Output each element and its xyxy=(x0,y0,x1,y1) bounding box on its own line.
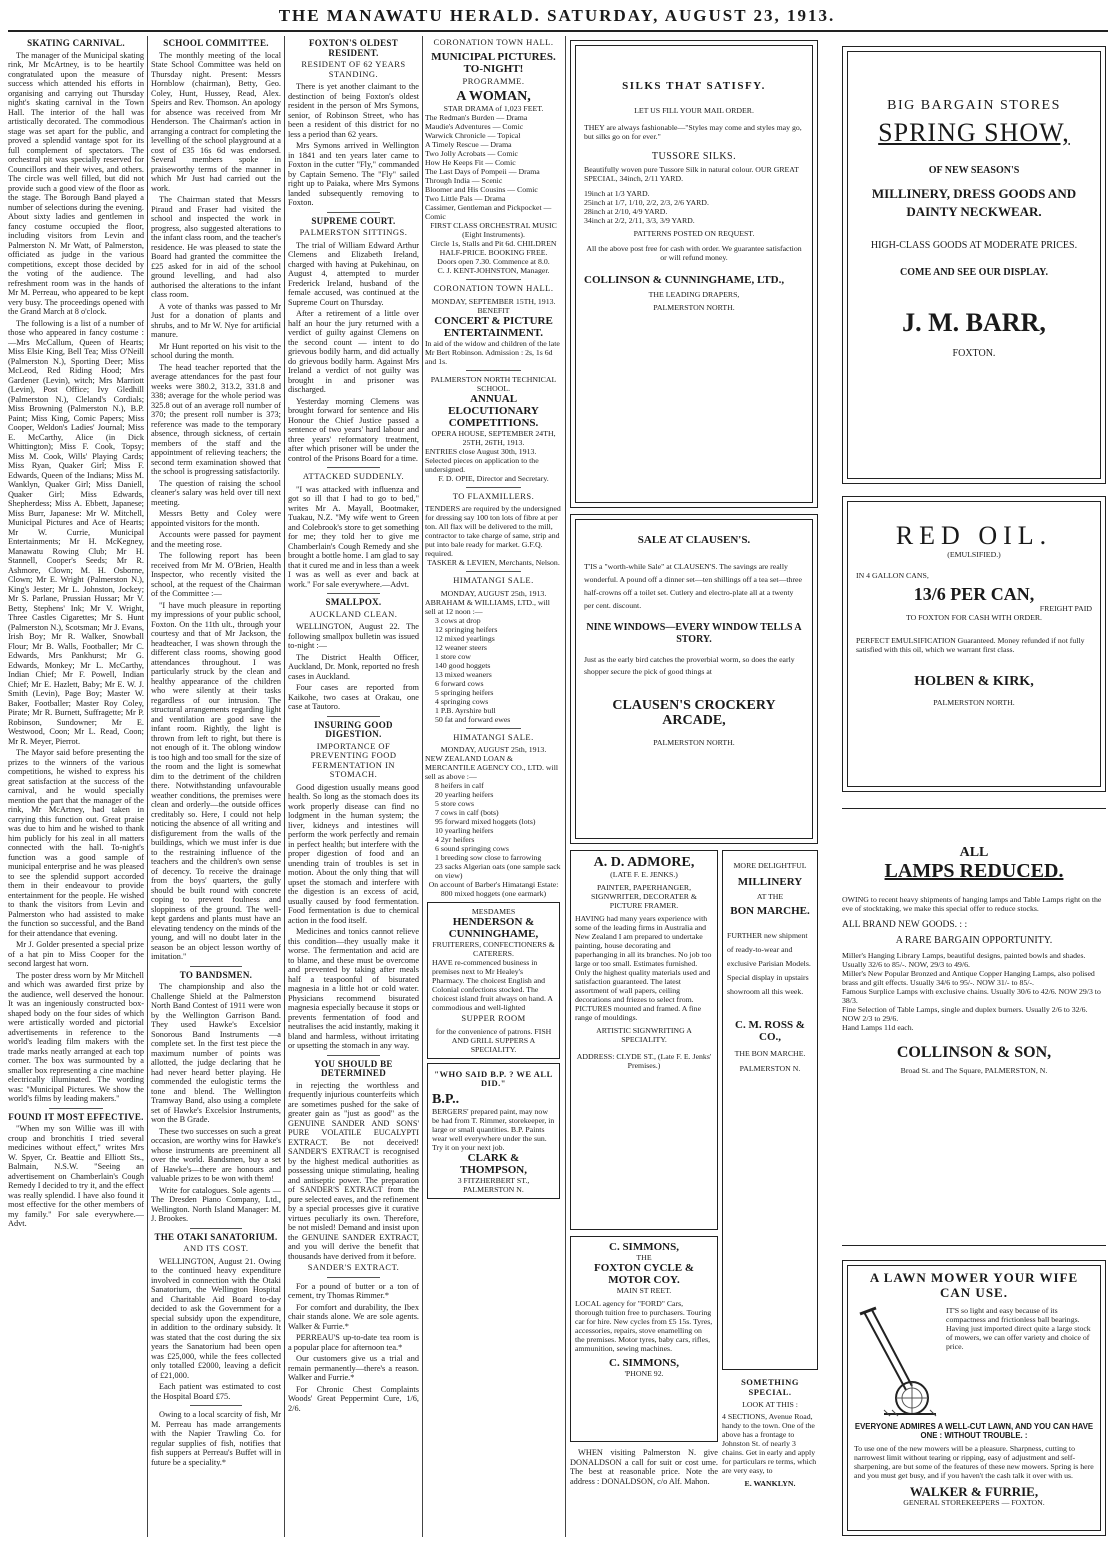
simmons-the: THE xyxy=(636,1253,652,1262)
concert-text: In aid of the widow and children of the late Mr Bert Robinson. Admission : 2s, 1s 6d and 1s. xyxy=(425,338,560,366)
himatangi-list xyxy=(425,781,562,880)
court-paragraph: After a retirement of a little over half an hour the jury returned with a verdict of guilty against Clemens on the second count — intent to do grievous bodily harm, and did actually do grievous bodily harm. Against Mrs Ireland a verdict of not guilty was brought in and prisoner was discharged. xyxy=(288,309,419,394)
special-text: 4 SECTIONS, Avenue Road, handy to the town. One of the above has a frontage to Johnston St. of nearly 3 chains. Get in early and apply for particulars re terms, which are very easy, to xyxy=(722,1412,817,1475)
ross-tag: THE BON MARCHE. xyxy=(734,1049,806,1058)
donaldson-ad xyxy=(570,1448,718,1534)
barr-ad xyxy=(842,46,1106,484)
oil-cash: TO FOXTON FOR CASH WITH ORDER. xyxy=(905,613,1043,622)
special-title: SOMETHING SPECIAL. xyxy=(741,1377,799,1397)
himatangi-list-item: 6 forward cows xyxy=(435,678,484,688)
separator xyxy=(327,212,379,213)
himatangi-list-item: 5 store cows xyxy=(435,799,474,808)
sander-paragraph: in rejecting the worthless and frequently injurious counterfeits which are sometimes pushed for the sake of greater gain as "just as good" as the GENUINE SANDER AND SONS' PURE VOLATILE EUCALYPTI EXTRACT. Be not deceived! SANDER'S EXTRACT is recognised by the highest medical authorities as possessing unique stimulating, healing and antiseptic power. The preparation of SANDER'S EXTRACT from the pure selected eaves, and the refinement by a special processes give it curative virtues peculiarly its own. Therefore, be not misled! Demand and insist upon the GENUINE SANDER EXTRACT, and you will derive the benefit that thousands have derived from it before. xyxy=(288,1080,419,1261)
himatangi-title: HIMATANGI SALE. xyxy=(453,731,534,742)
sander-signature: SANDER'S EXTRACT. xyxy=(307,1262,400,1272)
separator xyxy=(190,1228,242,1229)
bp-signature: CLARK & xyxy=(467,1151,520,1164)
notice-paragraph: Our customers give us a trial and remain permanently—there's a reason. Walker and Furrie.* xyxy=(288,1354,419,1382)
school-paragraph: The following report has been received from Mr M. O'Brien, Health Inspector, who recently visited the school, at the request of the Chairman of the Committee :— xyxy=(151,551,281,598)
separator xyxy=(466,279,521,280)
silks-text: THEY are always fashionable—"Styles may come and styles may go, but silks go on for ever." xyxy=(584,123,802,141)
pictures-list-item: How He Keeps Fit — Comic xyxy=(425,158,516,167)
simmons-signature: C. SIMMONS, xyxy=(609,1357,679,1369)
pictures-ad xyxy=(425,38,562,275)
barr-line: HIGH-CLASS GOODS AT MODERATE PRICES. xyxy=(870,240,1078,251)
simmons-shop: FOXTON CYCLE & MOTOR COY. xyxy=(593,1262,695,1286)
bp-logo: B.P.. xyxy=(432,1091,460,1107)
himatangi-list-item: 95 forward mixed hoggets (lots) xyxy=(435,817,536,826)
ross-millinery: MILLINERY xyxy=(737,876,803,888)
lamps-ad xyxy=(842,808,1106,1246)
himatangi-text: NEW ZEALAND LOAN & MERCANTILE AGENCY CO., LTD. will sell as above :— xyxy=(425,754,559,781)
himatangi-list-item: 140 good hoggets xyxy=(435,660,491,670)
tussore-list-item: 28inch at 2/10, 4/9 YARD. xyxy=(584,207,668,216)
himatangi-tail: On account of Barber's Himatangi Estate: 800 mixed hoggets (one earmark) xyxy=(428,880,559,898)
lamps-list xyxy=(842,951,1106,1032)
pictures-title: MUNICIPAL PICTURES. TO-NIGHT! xyxy=(431,50,556,75)
simmons-ad xyxy=(570,1236,718,1442)
elocution-signature: F. D. OPIE, Director and Secretary. xyxy=(438,473,549,483)
clausen-windows: NINE WINDOWS—EVERY WINDOW TELLS A STORY. xyxy=(586,622,802,645)
concert-benefit: BENEFIT xyxy=(477,305,510,315)
lamps-text: OWING to recent heavy shipments of hanging lamps and Table Lamps right on the eve of stocktaking, we make this special offer to reduce stocks. xyxy=(842,895,1102,913)
silks-mail: LET US FILL YOUR MAIL ORDER. xyxy=(634,106,754,115)
pictures-prices: Circle 1s, Stalls and Pit 6d. CHILDREN HALF-PRICE. BOOKING FREE. xyxy=(430,239,557,257)
foxton-paragraph: There is yet another claimant to the destinction of being Foxton's oldest resident in the person of Mrs Symons, senior, of Robinson Street, who has been a resident of this district for no less a period than 62 years. xyxy=(288,82,419,139)
mower-address: GENERAL STOREKEEPERS — FOXTON. xyxy=(903,1498,1045,1507)
oil-price: 13/6 PER CAN, xyxy=(913,584,1035,604)
flax-signature: TASKER & LEVIEN, Merchants, Nelson. xyxy=(427,558,560,567)
flax-text: TENDERS are required by the undersigned for dressing say 100 ton lots of fibre at per ton. All flax will be delivered to the mill, contractor to take charge of same, strip and put into bale ready for market. G.F.Q. required. xyxy=(425,504,561,558)
admore-text: HAVING had many years experience with some of the leading firms in Australia and New Zealand I am prepared to undertake painting, house decorating and paperhanging in all its branches. No job too large or too small. Estimates furnished. Only the highest quality materials used and satisfaction guaranteed. The latest assortment of wall papers, ceiling decorations and friezes to select from. PICTURES mounted and framed. A fine range of mouldings. xyxy=(575,914,712,1022)
otaki-paragraph: Owing to a local scarcity of fish, Mr M. Perreau has made arrangements with the Napier Trawling Co. for regular supplies of fish, notifies that fish suppers at Perreau's Buffet will in future be a speciality.* xyxy=(151,1410,281,1467)
himatangi-list-item: 6 sound springing cows xyxy=(435,844,509,853)
simmons-name: C. SIMMONS, xyxy=(609,1241,679,1253)
bandsmen-paragraph: Write for catalogues. Sole agents —The Dresden Piano Company, Ltd., Wellington. North Island Manager: M. J. Brookes. xyxy=(151,1185,281,1223)
otaki-paragraph: Each patient was estimated to cost the Hospital Board £75. xyxy=(151,1382,281,1401)
pictures-list-item: The Last Days of Pompeii — Drama xyxy=(425,167,540,176)
barr-headline: SPRING SHOW, xyxy=(878,118,1070,147)
notice-paragraph: For comfort and durability, the Ibex chair stands alone. We are sole agents. Walker & Furrie.* xyxy=(288,1302,419,1331)
column-rule xyxy=(422,36,423,1537)
himatangi-list-item: 3 cows at drop xyxy=(435,615,481,625)
found-paragraph: "When my son Willie was ill with croup and bronchitis I tried several medicines without effect," writes Mrs W. Spyer, Cr. Beattie and Elliott Sts., Balmain, N.S.W. "Seeing an advertisement on Chamberlain's Cough Remedy I decided to try it, and the effect was really splendid. I have also found it most effective for the other members of my family." For sale everywhere.—Advt. xyxy=(8,1124,144,1228)
henderson-supper: SUPPER ROOM xyxy=(461,1013,526,1023)
pictures-programme: PROGRAMME. xyxy=(462,75,525,86)
tussore-list xyxy=(584,189,804,225)
bandsmen-title: TO BANDSMEN. xyxy=(179,969,253,980)
notice-paragraph: PERREAU'S up-to-date tea room is a popular place for afternoon tea.* xyxy=(288,1333,419,1352)
separator xyxy=(327,593,379,594)
clausen-address: PALMERSTON NORTH. xyxy=(653,738,735,747)
school-paragraph: Accounts were passed for payment and the meeting rose. xyxy=(151,530,281,549)
himatangi-list-item: 13 mixed weaners xyxy=(435,669,492,679)
lamps-list-item: Miller's New Popular Bronzed and Antique Copper Hanging Lamps, also polised brass and gilt effects. Usually 34/6 to 95/-. NOW 31/- to 85/-. xyxy=(842,969,1095,987)
special-ad xyxy=(722,1376,818,1536)
tussore-text: Beautifully woven pure Tussore Silk in natural colour. OUR GREAT SPECIAL, 34inch, 2/11 YARD. xyxy=(584,165,799,183)
separator xyxy=(327,1055,379,1056)
found-title: FOUND IT MOST EFFECTIVE. xyxy=(8,1111,144,1122)
himatangi-text: ABRAHAM & WILLIAMS, LTD., will sell at 12 noon :— xyxy=(425,597,550,616)
mower-text: IT'S so light and easy because of its compactness and frictionless ball bearings. Having just imported direct quite a large stock of mowers, we can offer variety and choice of price. xyxy=(946,1306,1091,1351)
pictures-doors: Doors open 7.30. Commence at 8.0. xyxy=(437,257,550,266)
concert-ad xyxy=(425,284,562,366)
skating-paragraph: The manager of the Municipal skating rink, Mr McArtney, is to be heartily congratulated upon the measure of success which attended his efforts in organising and carrying out Thursday night's skating carnival in the Town Hall. The interior of the hall was artistically decorated. The commodious stage was set apart for the public, and proved a splendid vantage spot for its full complement of spectators. The orchestral pit was specially reserved for Councillors and their wives, and others. The circle was well filled, but did not provide such a good view of the floor as the stage. The Borough Band played a number of selections during the evening. About sixty ladies and gentlemen in fancy costume occupied the floor, including visitors from Levin and Palmerston N. Mr Watt, of Palmerston, officiated as judge in the various competitions, except those decided by the voting of the audience. The refreshment room was in the hands of Mr M. Perreau, who appeared to be kept very busy. The proceedings opened with the Grand March at 8 o'clock. xyxy=(8,50,144,316)
separator xyxy=(327,1277,379,1278)
ross-name: C. M. ROSS & CO., xyxy=(735,1019,805,1043)
pictures-list-item: Two Little Pals — Drama xyxy=(425,194,506,203)
ross-more: MORE DELIGHTFUL xyxy=(733,861,807,870)
barr-address: FOXTON. xyxy=(952,348,996,359)
clausen-title: SALE AT CLAUSEN'S. xyxy=(637,534,751,546)
bp-title: "WHO SAID B.P. ? WE ALL DID." xyxy=(434,1068,553,1088)
smallpox-subtitle: AUCKLAND CLEAN. xyxy=(309,608,398,619)
admore-late: (LATE F. E. JENKS.) xyxy=(610,870,678,879)
otaki-paragraph: WELLINGTON, August 21. Owing to the continued heavy expenditure involved in connection with the Otaki Sanatorium, the Wellington Hospital and Charitable Aid Board to-day decided to ask the Government for a special subsidy upon the expenditure, in addition to the ordinary subsidy. It was stated that the cost during the six years the Sanatorium had been open was £25,000, while the fees collected only totalled £2000, leaving a deficit of £21,000. xyxy=(151,1256,281,1380)
tussore-patterns: PATTERNS POSTED ON REQUEST. xyxy=(633,229,755,238)
henderson-sub: FRUITERERS, CONFECTIONERS & CATERERS. xyxy=(432,940,555,958)
silks-ad xyxy=(570,40,818,508)
foxton-paragraph: Mrs Symons arrived in Wellington in 1841 and ten years later came to Foxton in the cutter "Fly," commanded by Captain Semeno. The "Fly" sailed right up to Paiaka, where Mrs Symons landed subsequently removing to Foxton. xyxy=(288,141,419,207)
separator xyxy=(327,467,379,468)
himatangi-list-item: 20 yearling heifers xyxy=(435,790,494,799)
smallpox-paragraph: WELLINGTON, August 22. The following smallpox bulletin was issued to-night :— xyxy=(288,622,419,650)
school-paragraph: Messrs Betty and Coley were appointed visitors for the month. xyxy=(151,509,281,528)
column-2 xyxy=(151,36,281,1536)
lamps-title: LAMPS REDUCED. xyxy=(884,860,1064,882)
himatangi-list-item: 1 store cow xyxy=(435,651,471,661)
ross-at: AT THE xyxy=(756,892,784,901)
lamps-list-item: Miller's Hanging Library Lamps, beautiful designs, painted bowls and shades. Usually 32/6 to 85/-. NOW, 29/3 to 49/6. xyxy=(842,951,1086,969)
mower-name: WALKER & FURRIE, xyxy=(909,1484,1039,1499)
himatangi-list-item: 7 cows in calf (bots) xyxy=(435,808,499,817)
elocution-sub: OPERA HOUSE, SEPTEMBER 24TH, 25TH, 26TH, 1913. xyxy=(431,428,556,447)
admore-art: ARTISTIC SIGNWRITING A SPECIALITY. xyxy=(596,1026,692,1044)
school-paragraph: "I have much pleasure in reporting my impressions of your public school, Foxton. On the 11th ult., through your courtesy and that of Mr Jackson, the headteacher, I was shown through the different class rooms, showing good attendances throughout. I was particularly struck by the clean and healthy appearance of the children who were silently at their tasks regardless of our intrusion. The structural arrangements regarding light and ventilation are good save the infant room. Rightly, the light is thrown from left to right, but there is not enough of it. The oblong window is too high and too small for the size of the room and the light is somewhat dim to the detriment of the children there. Notwithstanding unfavourable weather conditions, the premises were clean and orderly—the outside offices creditably so. Here, I could not help noticing the absence of all writing and disfigurement from the walls of the buildings, which we must infer is due to the restraining influence of the teachers and the children's own sense of decency. To receive the drainage from the boys' quarters, the gully should be built round with concrete coping to prevent foulness and sloppiness of the ground. The well-kept gardens and plants must have an elevating tendency on the minds of the young, and will no doubt later in the season be an object lesson worthy of imitation." xyxy=(151,600,281,961)
tussore-note: All the above post free for cash with order. We guarantee satisfaction or will refund money. xyxy=(586,244,802,262)
simmons-phone: 'PHONE 92. xyxy=(624,1369,664,1378)
concert-title: CONCERT & PICTURE ENTERTAINMENT. xyxy=(434,314,553,339)
himatangi-list-item: 1 breeding sow close to farrowing xyxy=(435,853,542,862)
court-subtitle: PALMERSTON SITTINGS. xyxy=(299,227,408,237)
skating-paragraph: The Mayor said before presenting the prizes to the winners of the various competitions, he wished to express his great satisfaction at the success of the carnival, and he would specially mention the part that the manager of the rink, Mr McArtney, had taken in carrying this function out. Great praise was due to him and he wished to thank him publicly for his zeal in all matters connected with the hall. To-night's function was a good sample of municipal enterprise and he was pleased to see the splendid support accorded them in their endeavour to provide entertainment for the people. He wished to thank the visitors from Levin and Palmerston who had assisted to make the function so successful, and the Band for their attendance that evening. xyxy=(8,748,144,938)
henderson-tail: for the convenience of patrons. FISH AND GRILL SUPPERS A SPECIALITY. xyxy=(435,1026,552,1054)
tussore-title: TUSSORE SILKS. xyxy=(651,151,737,162)
school-title: SCHOOL COMMITTEE. xyxy=(163,38,269,48)
himatangi-ad-1 xyxy=(425,576,562,724)
column-4 xyxy=(425,36,562,1536)
lamps-rare: A RARE BARGAIN OPPORTUNITY. xyxy=(895,935,1053,946)
himatangi-date: MONDAY, AUGUST 25th, 1913. xyxy=(440,588,547,598)
barr-line: MILLINERY, DRESS GOODS AND DAINTY NECKWEAR. xyxy=(871,186,1077,219)
elocution-title: ANNUAL ELOCUTIONARY COMPETITIONS. xyxy=(448,392,539,429)
pictures-list-item: Cassimer, Gentleman and Pickpocket — Comic xyxy=(425,203,552,221)
simmons-street: MAIN ST REET. xyxy=(616,1286,672,1295)
bandsmen-paragraph: These two successes on such a great occasion, are worthy wins for Hawke's whose instruments are preeminent all over the world. Bandsmen, buy a set of Hawke's—there are honours and valuable prizes to be won with them! xyxy=(151,1126,281,1183)
simmons-text: LOCAL agency for "FORD" Cars, thorough tuition free to purchasers. Touring car for hire. New cycles from £5 15s. Tyres, accessories, repairs, stove enamelling on the premises. Motor tyres, baby cars, rifles, ammunition, sewing machines. xyxy=(575,1299,713,1353)
masthead-rule xyxy=(8,30,1108,32)
pictures-list-item: The Redman's Burden — Drama xyxy=(425,113,528,122)
school-paragraph: The question of raising the school cleaner's salary was held over till next meeting. xyxy=(151,478,281,507)
pictures-list-item: Two Jolly Acrobats — Comic xyxy=(425,149,519,158)
clausen-name: CLAUSEN'S CROCKERY ARCADE, xyxy=(612,698,776,728)
bp-text: BERGERS' prepared paint, may now be had from T. Rimmer, storekeeper, in large or small quantities. B.P. Paints wear well everywhere under the sun. Try it on your next job. xyxy=(432,1106,555,1152)
column-rule xyxy=(284,36,285,1537)
foxton-subtitle: RESIDENT OF 62 YEARS STANDING. xyxy=(301,59,406,79)
himatangi-list-item: 4 springing cows xyxy=(435,696,489,706)
himatangi-date: MONDAY, AUGUST 25th, 1913. xyxy=(440,745,547,754)
tussore-list-item: 19inch at 1/3 YARD. xyxy=(584,189,650,198)
pictures-list-item: A Timely Rescue — Drama xyxy=(425,140,512,149)
column-rule xyxy=(147,36,148,1537)
bandsmen-paragraph: The championship and also the Challenge Shield at the Palmerston North Band Contest of 1911 were won by the Wellington Garrison Band. They used Hawke's Excelsior Sonorous Band Instruments —a complete set. In the first test piece the maximum number of points was allotted, the judge declaring that he had never heard better playing. He commended the eulogistic terms the tone and blend. The Wellington Tramway Band, also using a complete set of Hawke's Excelsior Instruments, won the B Grade. xyxy=(151,982,281,1124)
lamps-all: ALL xyxy=(959,845,989,860)
admore-trade: PAINTER, PAPERHANGER, SIGNWRITER, DECORATER & PICTURE FRAMER. xyxy=(591,883,697,910)
separator xyxy=(190,966,242,967)
oil-cans: IN 4 GALLON CANS, xyxy=(856,571,929,580)
lamps-list-item: Fine Selection of Table Lamps, single and duplex burners. Usually 2/6 to 32/6. NOW 2/3 to 29/6. xyxy=(842,1005,1088,1023)
silks-title: SILKS THAT SATISFY. xyxy=(622,80,766,92)
pictures-feature-sub: STAR DRAMA of 1,023 FEET. xyxy=(443,104,544,113)
pictures-list-item: Through India — Scenic xyxy=(425,176,503,185)
collinson-tag: THE LEADING DRAPERS, xyxy=(648,290,740,299)
elocution-head: PALMERSTON NORTH TECHNICAL SCHOOL. xyxy=(430,374,557,393)
henderson-head: MESDAMES xyxy=(471,907,516,916)
separator xyxy=(466,370,521,371)
attacked-title: ATTACKED SUDDENLY. xyxy=(302,471,405,481)
ross-address: PALMERSTON N. xyxy=(739,1064,801,1073)
himatangi-ad-2 xyxy=(425,733,562,899)
column-3 xyxy=(288,36,419,1536)
pictures-music: FIRST CLASS ORCHESTRAL MUSIC (Eight Instruments). xyxy=(430,221,557,239)
himatangi-list-item: 12 mixed yearlings xyxy=(435,633,495,643)
himatangi-list-item: 50 fat and forward ewes xyxy=(435,714,511,724)
mower-bold: EVERYONE ADMIRES A WELL-CUT LAWN, AND YOU CAN HAVE ONE : WITHOUT TROUBLE. : xyxy=(854,1422,1094,1440)
tussore-list-item: 25inch at 1/7, 1/10, 2/2, 2/3, 2/6 YARD. xyxy=(584,198,709,207)
separator xyxy=(466,571,521,572)
digestion-title: INSURING GOOD DIGESTION. xyxy=(314,719,393,739)
digestion-paragraph: Good digestion usually means good health. So long as the stomach does its work properly disease can find no lodgment in the human system; the liver, kidneys and intestines will perform the work perfectly and remain in perfect health; but interfere with the proper digestion of food and an unending train of troubles is set in motion. About the only thing that will upset the stomach and interfere with the digestion is an excess of acid, usually caused by food fermentation. Food fermentation is due to chemical action in the food itself. xyxy=(288,782,419,925)
oil-address: PALMERSTON NORTH. xyxy=(933,698,1015,707)
lamps-list-item: Famous Surplice Lamps with exclusive chains. Usually 30/6 to 42/6. NOW 29/3 to 38/3. xyxy=(842,987,1101,1005)
donaldson-text: WHEN visiting Palmerston N. give DONALDSON a call for suit or cost ume. The best at reasonable price. Note the address : DONALDSON, c/o Alf. Mahon. xyxy=(570,1448,718,1486)
school-paragraph: Mr Hunt reported on his visit to the school during the month. xyxy=(151,341,281,360)
himatangi-list xyxy=(425,616,562,724)
separator xyxy=(466,728,521,729)
flax-ad xyxy=(425,492,562,568)
pictures-manager: C. J. KENT-JOHNSTON, Manager. xyxy=(437,266,550,275)
barr-name: J. M. BARR, xyxy=(902,308,1046,337)
henderson-title: HENDERSON & CUNNINGHAME, xyxy=(448,916,539,940)
otaki-subtitle: AND ITS COST. xyxy=(183,1243,249,1253)
court-title: SUPREME COURT. xyxy=(311,215,396,226)
smallpox-title: SMALLPOX. xyxy=(325,597,382,607)
separator xyxy=(190,1405,242,1406)
pictures-venue: CORONATION TOWN HALL. xyxy=(433,37,554,47)
smallpox-paragraph: The District Health Officer, Auckland, Dr. Monk, reported no fresh cases in Auckland. xyxy=(288,652,419,681)
skating-paragraph: The poster dress worn by Mr Mitchell and which was awarded first prize by the audience, well deserved the honour. It was an ingeniously constructed box-shaped body on the four sides of which were artistically worded and pictorial advertisements in reference to the world's leading film makers with the trade marks neatly arranged at each top corner. The box was surmounted by a smaller box representing a cine machine electrically illuminated. The wording was: "Municipal Pictures. We show the world's films by leading makers." xyxy=(8,970,144,1103)
barr-line: OF NEW SEASON'S xyxy=(928,165,1020,176)
himatangi-list-item: 5 springing heifers xyxy=(435,687,494,697)
smallpox-paragraph: Four cases are reported from Kaikohe, two cases at Orakau, one case at Tautoro. xyxy=(288,683,419,711)
pictures-feature: A WOMAN, xyxy=(456,89,531,104)
bp-ad xyxy=(427,1063,560,1199)
notice-paragraph: For Chronic Chest Complaints Woods' Great Peppermint Cure, 1/6, 2/6. xyxy=(288,1384,419,1413)
court-paragraph: The trial of William Edward Arthur Clemens and Elizabeth Ireland, charged with having at Pukehinau, on August 4, attempted to murder Frederick Ireland, husband of the female accused, was continued at the Supreme Court on Thursday. xyxy=(288,240,419,307)
oil-title: RED OIL. xyxy=(895,521,1053,550)
himatangi-title: HIMATANGI SALE. xyxy=(453,575,534,585)
oil-name: HOLBEN & KIRK, xyxy=(914,674,1034,689)
admore-ad xyxy=(570,850,718,1230)
column-rule xyxy=(565,36,566,1537)
himatangi-list-item: 8 heifers in calf xyxy=(435,781,484,790)
lamps-address: Broad St. and The Square, PALMERSTON, N. xyxy=(900,1066,1048,1075)
himatangi-list-item: 1 P.B. Ayrshire bull xyxy=(435,705,496,715)
mower-title: A LAWN MOWER YOUR WIFE CAN USE. xyxy=(869,1270,1079,1300)
lamps-name: COLLINSON & SON, xyxy=(896,1044,1052,1061)
concert-venue: CORONATION TOWN HALL. xyxy=(433,283,554,293)
lawn-mower-icon xyxy=(854,1306,940,1418)
himatangi-list-item: 4 2yr heifers xyxy=(435,835,475,844)
himatangi-list-item: 23 sacks Algerian oats (one sample sack on view) xyxy=(435,862,561,880)
flax-title: TO FLAXMILLERS. xyxy=(452,490,535,501)
oil-text: PERFECT EMULSIFICATION Guaranteed. Money refunded if not fully satisfied with this oil, which we warrant first class. xyxy=(856,636,1085,654)
oil-freight: FREIGHT PAID xyxy=(1039,604,1092,613)
bp-address: 3 FITZHERBERT ST., xyxy=(457,1175,530,1185)
henderson-text: HAVE re-commenced business in premises next to Mr Healey's Pharmacy. The choicest English and Colonial confections stocked. The choicest island fruit always on hand. A commodious and well-lighted xyxy=(432,958,553,1012)
digestion-paragraph: Medicines and tonics cannot relieve this condition—they usually make it worse. The fermentation and acid are to blame, and these must be overcome and prevented by taking after meals half a teaspoonful of bisurated magnesia in a little hot or cold water. Physicians recommend bisurated magnesia especially because it stops or prevents fermentation of food and neutralises the acid instantly, making it bland and harmless, without irritating or upsetting the stomach in any way. xyxy=(288,927,419,1050)
elocution-ad xyxy=(425,375,562,483)
skating-paragraph: Mr J. Golder presented a special prize of a hat pin to Miss Cooper for the second largest hat worn. xyxy=(8,940,144,968)
skating-paragraph: The following is a list of a number of those who appeared in fancy costume :—Mrs McCallum, Queen of Hearts; Miss Elsie King, Bell Tea; Miss O'Neill (Palmerston N.), Sporting Deer; Miss McLeod, Red Riding Hood; Mrs Gardener (Levin), witch; Mrs Marriott (Levin), Post Office; Ivy Gledhill (Palmerston N.), Cleland's Cordials; Miss Browning (Palmerston N.), B.P. Paint; Miss King, Comic Papers; Miss Cooper, Weldon's Ladies' Journal; Miss E. McCarthy, Alice (in Dick Whittington); Miss F. Cook, Topsy; Miss M. Cook, Wills' Playing Cards; Miss Ryan, Quaker Girl; Miss F. Edwards, Queen of the Indians; Miss M. Wanklyn, Quaker Girl; Miss Daniell, Quaker Girl; Miss Edwards, Shepherdess; Miss A. Ebbett, Japanese; Miss Burr, Japanese: Mr W. Mitchell, Municipal Pictures and Ace of Hearts; Mr W. Currie, Municipal Entertainments; Mr H. McKegney, Manawatu Rowing Club; Mr H. Stannell, Cooper's Seeds; Mr R. Ashmore, Clown; M. H. Osborne, Clown; Mr E. Wright (Palmerston N.), King's Jester; Mr L. Johnston, Jockey; Mr S. Parlane, Prussian Hussar; Mr V. Betty, Stephens' Ink; Mr V. Wright, Three Castles Cigarettes; Mr S. Hunt (Palmerston N.), Scotsman; Mr J. Evans, Irish Boy; Mr R. Walker, Snowball Flour; Mr B. Walls, Footballer; Mr C. Edwards, Mrs Pankhurst; Mr G. Edwards, Monkey; Mr L. McCarthy, Indian Chief; Mr F. Powell, Indian Chief; Mr E. Hazlett, Baby; Mr E. W. J. Smith (Levin), Page Boy; Master W. Baker, Footballer; Master Roy Coley, Pirate; Mr R. Burnett, Suffragette; Mr P. Robinson, Sundowner; Mr E. Westwood, Coon; Mr L. Read, Coon; Mr R. Meyer, Pierrot. xyxy=(8,318,144,746)
special-signature: E. WANKLYN. xyxy=(744,1479,796,1488)
separator xyxy=(49,1108,103,1109)
elocution-text: ENTRIES close August 30th, 1913. Selected pieces on application to the undersigned. xyxy=(425,446,539,474)
school-paragraph: The monthly meeting of the local State School Committee was held on Thursday night. Present: Messrs Hornblow (chairman), Betty, Geo. Coley, Hunt, Hussey, Read, Alex. Speirs and Rev. Thomson. An apology for absence was received from Mr Henderson. The Chairman's action in arranging a contract for completing the levelling of the school playground at a cost of £35 16s 6d was endorsed. Several members spoke in praiseworthy terms of the manner in which Mr Just had carried out the work. xyxy=(151,50,281,193)
barr-line: BIG BARGAIN STORES xyxy=(887,98,1061,113)
otaki-title: THE OTAKI SANATORIUM. xyxy=(154,1231,278,1242)
collinson-address: PALMERSTON NORTH. xyxy=(653,303,735,312)
mower-ad xyxy=(842,1260,1106,1536)
sander-title: YOU SHOULD BE DETERMINED xyxy=(314,1058,393,1078)
clausen-text: Just as the early bird catches the proverbial worm, so does the early shopper secure the pick of good things at xyxy=(584,655,795,676)
skating-title: SKATING CARNIVAL. xyxy=(27,38,125,48)
admore-address: ADDRESS: CLYDE ST., (Late F. E. Jenks' Premises.) xyxy=(576,1052,712,1070)
admore-name: A. D. ADMORE, xyxy=(593,855,695,870)
pictures-list-item: Warwick Chronicle — Topical xyxy=(425,131,521,140)
barr-line: COME AND SEE OUR DISPLAY. xyxy=(900,267,1048,278)
separator xyxy=(327,716,379,717)
oil-sub: (EMULSIFIED.) xyxy=(947,550,1001,559)
notice-paragraph: For a pound of butter or a ton of cement, try Thomas Rimmer.* xyxy=(288,1281,419,1300)
school-paragraph: The head teacher reported that the average attendances for the past four weeks were 380.2, 313.2, 331.8 and 338; average for the whole period was 325.8 out of an average roll number of 370; the present roll number is 373; reference was made to the temporary absence, through sickness, of certain members of the staff and the appointment of relieving teachers; the second term examination showed that the school is progressing satisfactorily. xyxy=(151,362,281,476)
bp-signature: THOMPSON, xyxy=(460,1163,527,1176)
school-paragraph: The Chairman stated that Messrs Piraud and Fraser had visited the school and inspected the work in progress, also suggested alterations to the infant class room, and the teacher's residence. He was pleased to state the Board had granted the committee the £25 asked for in aid of the school ground levelling, and had also authorised the alterations to the infant class room. xyxy=(151,195,281,299)
special-look: LOOK AT THIS : xyxy=(742,1400,798,1409)
clausen-ad xyxy=(570,514,818,844)
ross-ad xyxy=(722,850,818,1370)
henderson-ad xyxy=(427,902,560,1059)
himatangi-list-item: 10 yearling heifers xyxy=(435,826,494,835)
lamps-list-item: Hand Lamps 11d each. xyxy=(842,1023,914,1032)
pictures-list-item: Bloomer and His Cousins — Comic xyxy=(425,185,538,194)
foxton-title: FOXTON'S OLDEST RESIDENT. xyxy=(308,38,399,58)
bp-address: PALMERSTON N. xyxy=(463,1184,524,1194)
oil-ad xyxy=(842,496,1106,792)
lamps-new: ALL BRAND NEW GOODS. : : xyxy=(842,920,968,930)
collinson-name: COLLINSON & CUNNINGHAME, LTD., xyxy=(584,274,785,286)
tussore-list-item: 34inch at 2/2, 2/11, 3/3, 3/9 YARD. xyxy=(584,216,695,225)
ross-text: FURTHER new shipment of ready-to-wear and exclusive Parisian Models. Special display in upstairs showroom all this week. xyxy=(727,931,811,996)
himatangi-list-item: 12 springing heifers xyxy=(435,624,498,634)
himatangi-list-item: 12 weaner steers xyxy=(435,642,487,652)
masthead: THE MANAWATU HERALD. SATURDAY, AUGUST 23, 1913. xyxy=(278,6,836,25)
attacked-paragraph: "I was attacked with influenza and got so ill that I had to go to bed," writes Mr A. Mayall, Bootmaker, Tuakau, N.Z. "My wife went to Green and Colebrook's store to get something for me; they told her to give me Chamberlain's Cough Remedy and she brought a bottle home. I am glad to say that it cured me and in less than a week I was as well as ever and back at work." For sale everywhere.—Advt. xyxy=(288,484,419,589)
pictures-list xyxy=(425,113,562,221)
clausen-text: T'IS a "worth-while Sale" at CLAUSEN'S. The savings are really wonderful. A pound off a dinner set—ten shillings off a tea set—three half-crowns off a toilet set. Cutlery and electro-plate all at a twenty per cent. discount. xyxy=(584,562,802,610)
mower-text: To use one of the new mowers will be a pleasure. Sharpness, cutting to narrowest limit without tearing or ripping, easy of adjustment and self-sharpening, are but some of the features of these new mowers. Spring is here and you must get busy, and if you haven't the cash talk it over with us. xyxy=(854,1444,1094,1480)
digestion-subtitle: IMPORTANCE OF PREVENTING FOOD FERMENTATION IN STOMACH. xyxy=(310,740,397,779)
school-paragraph: A vote of thanks was passed to Mr Just for a donation of plants and shrubs, and to Mr W. Nye for artificial manure. xyxy=(151,301,281,339)
concert-date: MONDAY, SEPTEMBER 15TH, 1913. xyxy=(431,296,556,306)
court-paragraph: Yesterday morning Clemens was brought forward for sentence and His Honour the Chief Justice passed a sentence of two years' hard labour and three years' reformatory treatment, after which prisoner will be under the control of the Prisons Board for a time. xyxy=(288,396,419,463)
separator xyxy=(466,487,521,488)
column-1 xyxy=(8,36,144,1536)
ross-store: BON MARCHE. xyxy=(730,905,810,917)
pictures-list-item: Maudie's Adventures — Comic xyxy=(425,122,524,131)
